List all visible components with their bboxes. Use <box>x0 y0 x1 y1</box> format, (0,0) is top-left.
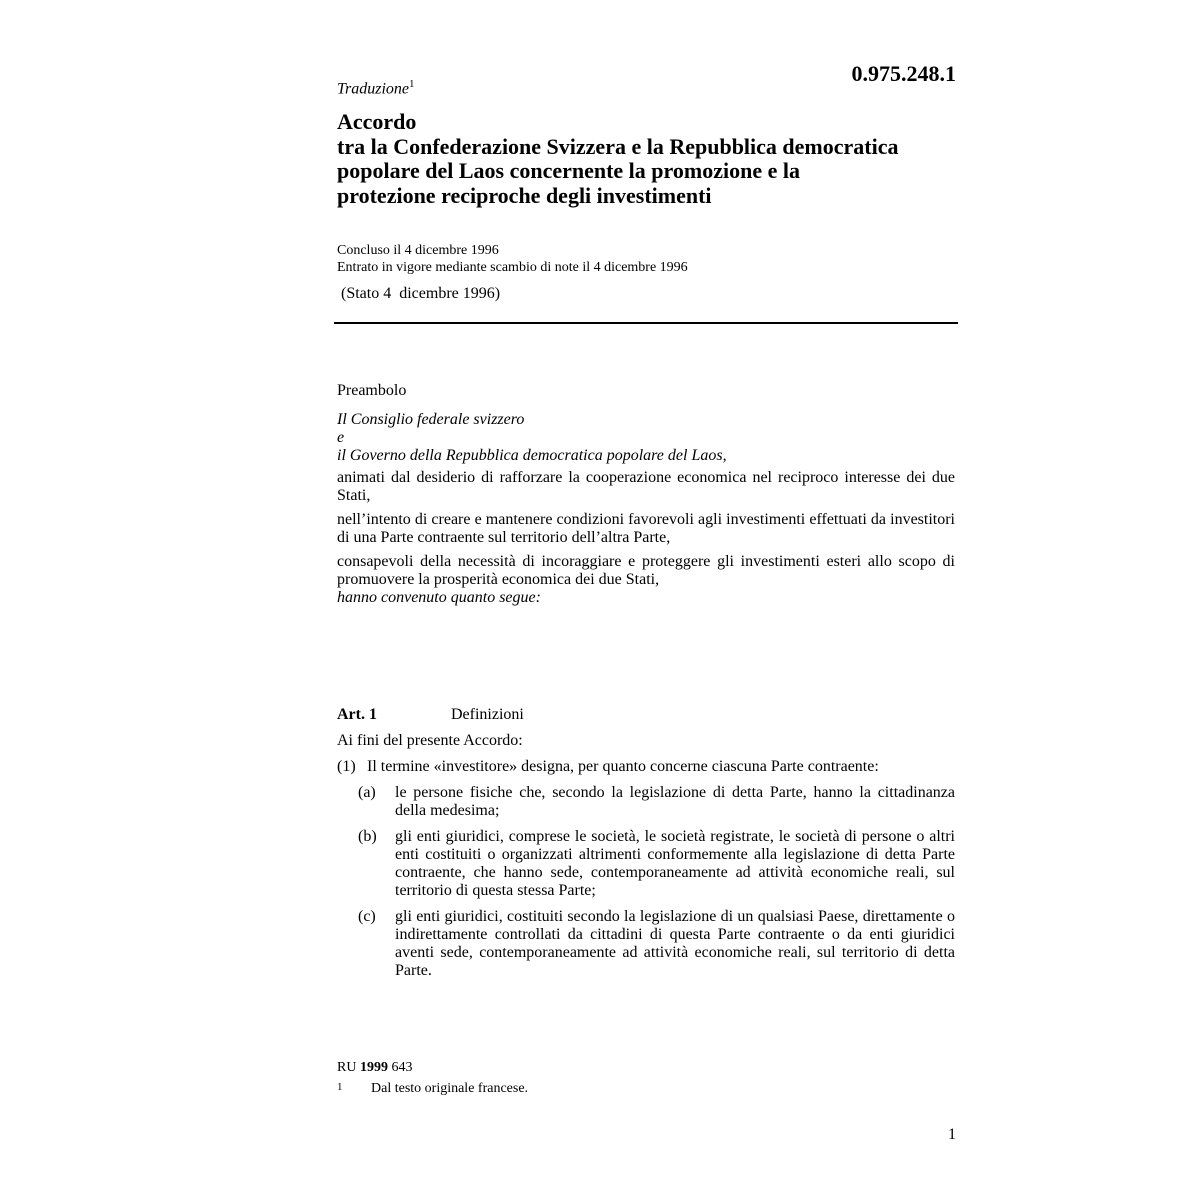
clause-text: Il termine «investitore» designa, per quanto concerne ciascuna Parte contraente: <box>367 758 879 775</box>
ru-prefix: RU <box>337 1060 357 1075</box>
preamble-heading: Preambolo <box>337 382 407 399</box>
ru-page: 643 <box>391 1060 413 1075</box>
article-intro: Ai fini del presente Accordo: <box>337 732 523 749</box>
list-item <box>358 828 955 900</box>
page-number: 1 <box>948 1126 956 1143</box>
status-date: (Stato 4 dicembre 1996) <box>341 285 501 302</box>
article-1 <box>337 706 955 980</box>
item-letter: (c) <box>358 908 376 925</box>
official-compilation-reference <box>337 1059 412 1077</box>
list-item <box>358 908 955 980</box>
footnote-mark: 1 <box>337 1081 343 1093</box>
document-title <box>337 110 967 208</box>
ru-year: 1999 <box>359 1060 388 1075</box>
title-line: tra la Confederazione Svizzera e la Repubblica democratica <box>337 133 899 159</box>
preamble-closing: hanno convenuto quanto segue: <box>337 589 541 606</box>
preamble-paragraph: animati dal desiderio di rafforzare la cooperazione economica nel reciproco interesse dei due Stati, <box>337 469 955 504</box>
item-text: gli enti giuridici, comprese le società, le società registrate, le società di persone o altri enti costituiti o organizzati altrimenti conformemente alla legislazione di detta Parte contraente, che hanno sede, contemporaneamente ad attività economiche reali, sul territorio di questa stessa Parte; <box>395 828 955 899</box>
article-title: Definizioni <box>451 706 524 723</box>
party-2: il Governo della Repubblica democratica popolare del Laos, <box>337 447 727 464</box>
title-line: popolare del Laos concernente la promozione e la <box>337 158 800 183</box>
item-letter: (a) <box>358 784 376 801</box>
item-text: gli enti giuridici, costituiti secondo la legislazione di un qualsiasi Paese, direttamente o indirettamente controllati da cittadini di questa Parte contraente o da enti giuridici aventi sede, contemporaneamente ad attività economiche reali, sul territorio di detta Parte. <box>395 908 955 979</box>
clause-number: (1) <box>337 758 356 775</box>
document-meta <box>337 242 688 276</box>
list-item <box>358 784 955 820</box>
item-letter: (b) <box>358 828 377 845</box>
article-heading <box>337 706 955 724</box>
sr-number: 0.975.248.1 <box>851 61 956 86</box>
footnote-reference-mark[interactable]: 1 <box>409 78 415 90</box>
article-number: Art. 1 <box>337 706 377 723</box>
clause-1 <box>337 758 955 776</box>
footnote <box>337 1080 528 1098</box>
translation-label <box>337 74 415 99</box>
preamble-section <box>337 382 955 607</box>
in-force-date: Entrato in vigore mediante scambio di note il 4 dicembre 1996 <box>337 260 688 275</box>
title-line: protezione reciproche degli investimenti <box>337 182 712 208</box>
item-text: le persone fisiche che, secondo la legislazione di detta Parte, hanno la cittadinanza della medesima; <box>395 784 955 819</box>
footnote-text: Dal testo originale francese. <box>371 1081 529 1096</box>
header-divider <box>334 322 958 324</box>
concluded-date: Concluso il 4 dicembre 1996 <box>337 243 499 258</box>
title-line: Accordo <box>337 109 417 134</box>
preamble-paragraph: nell’intento di creare e mantenere condizioni favorevoli agli investimenti effettuati da investitori di una Parte contraente sul territorio dell’altra Parte, <box>337 511 955 546</box>
party-1: Il Consiglio federale svizzero <box>337 411 525 428</box>
translation-label-text: Traduzione <box>337 80 410 98</box>
conjunction: e <box>337 429 345 446</box>
preamble-paragraph: consapevoli della necessità di incoraggiare e proteggere gli investimenti esteri allo scopo di promuovere la prosperità economica dei due Stati, <box>337 553 955 588</box>
